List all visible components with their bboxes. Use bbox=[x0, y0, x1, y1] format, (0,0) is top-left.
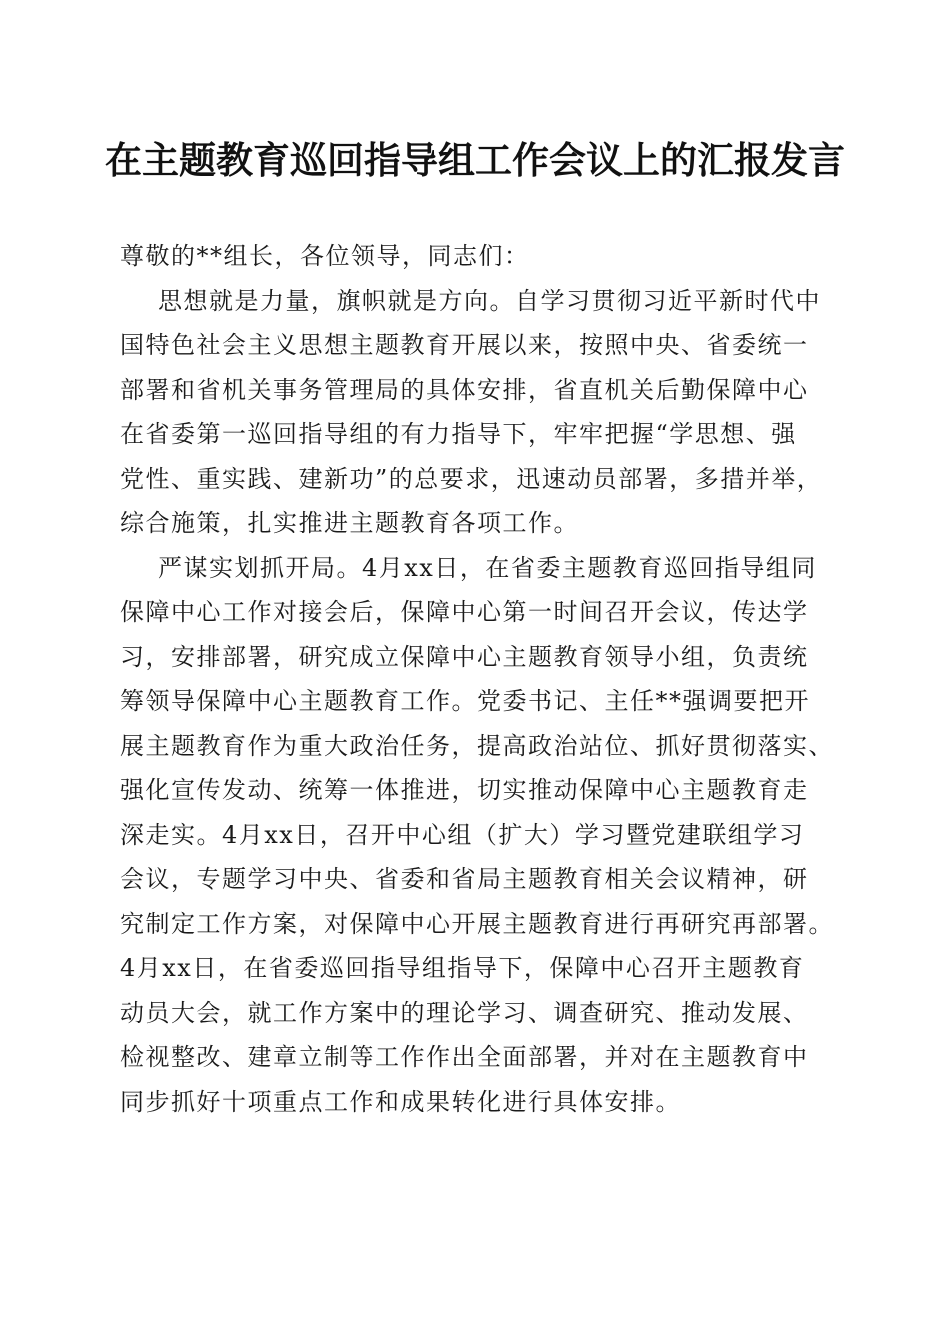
paragraph-line: 严谋实划抓开局。4月xx日，在省委主题教育巡回指导组同 bbox=[158, 553, 817, 582]
paragraph-line: 习，安排部署，研究成立保障中心主题教育领导小组，负责统 bbox=[120, 642, 809, 671]
paragraph-line: 深走实。4月xx日，召开中心组（扩大）学习暨党建联组学习 bbox=[120, 820, 805, 849]
salutation: 尊敬的**组长，各位领导，同志们： bbox=[120, 242, 530, 270]
paragraph-line: 究制定工作方案，对保障中心开展主题教育进行再研究再部署。 bbox=[120, 909, 834, 938]
paragraph-1 bbox=[120, 279, 840, 546]
document-title: 在主题教育巡回指导组工作会议上的汇报发言 bbox=[105, 138, 845, 182]
paragraph-line: 筹领导保障中心主题教育工作。党委书记、主任**强调要把开 bbox=[120, 687, 810, 715]
paragraph-line: 国特色社会主义思想主题教育开展以来，按照中央、省委统一 bbox=[120, 331, 809, 359]
paragraph-line: 4月xx日，在省委巡回指导组指导下，保障中心召开主题教育 bbox=[120, 954, 805, 982]
paragraph-2 bbox=[120, 546, 840, 1125]
document-body bbox=[120, 234, 840, 1124]
paragraph-line: 动员大会，就工作方案中的理论学习、调查研究、推动发展、 bbox=[120, 998, 809, 1027]
paragraph-line: 保障中心工作对接会后，保障中心第一时间召开会议，传达学 bbox=[120, 598, 809, 626]
paragraph-line: 会议，专题学习中央、省委和省局主题教育相关会议精神，研 bbox=[120, 865, 809, 893]
paragraph-line: 展主题教育作为重大政治任务，提高政治站位、抓好贯彻落实、 bbox=[120, 731, 834, 760]
paragraph-line: 部署和省机关事务管理局的具体安排，省直机关后勤保障中心 bbox=[120, 375, 809, 404]
paragraph-line: 检视整改、建章立制等工作作出全面部署，并对在主题教育中 bbox=[120, 1043, 809, 1071]
paragraph-line: 党性、重实践、建新功”的总要求，迅速动员部署，多措并举， bbox=[120, 464, 823, 493]
paragraph-line: 同步抓好十项重点工作和成果转化进行具体安排。 bbox=[120, 1087, 681, 1116]
paragraph-line: 综合施策，扎实推进主题教育各项工作。 bbox=[120, 509, 579, 537]
paragraph-line: 强化宣传发动、统筹一体推进，切实推动保障中心主题教育走 bbox=[120, 776, 809, 804]
paragraph-line: 在省委第一巡回指导组的有力指导下，牢牢把握“学思想、强 bbox=[120, 420, 797, 448]
paragraph-line: 思想就是力量，旗帜就是方向。自学习贯彻习近平新时代中 bbox=[158, 286, 821, 315]
